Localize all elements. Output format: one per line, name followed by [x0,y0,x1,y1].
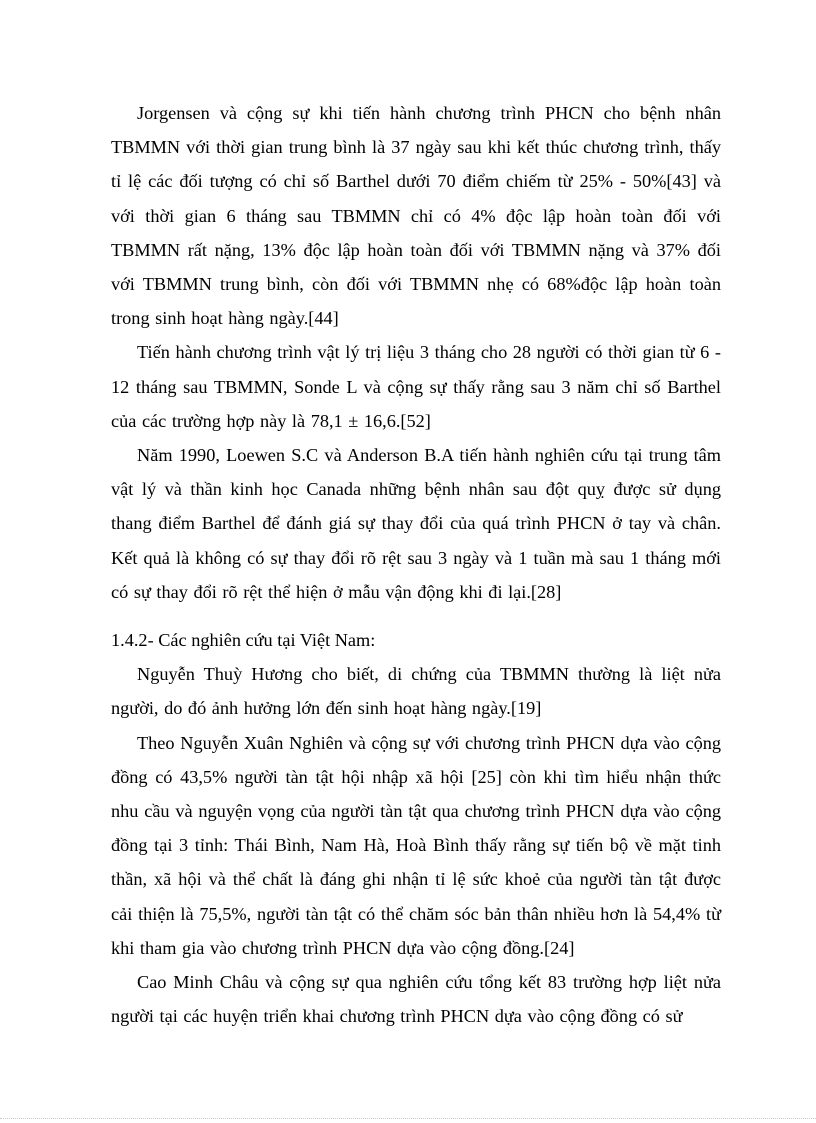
paragraph-sonde: Tiến hành chương trình vật lý trị liệu 3 tháng cho 28 người có thời gian từ 6 - 12 tháng sau TBMMN, Sonde L và cộng sự thấy rằng sau 3 năm chỉ số Barthel của các trường hợp này là 78,1 ± 16,6.[52] [111,342,721,431]
paragraph-nguyen-xuan-nghien: Theo Nguyễn Xuân Nghiên và cộng sự với chương trình PHCN dựa vào cộng đồng có 43,5% người tàn tật hội nhập xã hội [25] còn khi tìm hiểu nhận thức nhu cầu và nguyện vọng của người tàn tật qua chương trình PHCN dựa vào cộng đồng tại 3 tỉnh: Thái Bình, Nam Hà, Hoà Bình thấy rằng sự tiến bộ về mặt tinh thần, xã hội và thể chất là đáng ghi nhận tỉ lệ sức khoẻ của người tàn tật được cải thiện là 75,5%, người tàn tật có thể chăm sóc bản thân nhiều hơn là 54,4% từ khi tham gia vào chương trình PHCN dựa vào cộng đồng.[24] [111,732,721,958]
section-heading: 1.4.2- Các nghiên cứu tại Việt Nam: [111,630,376,651]
paragraph-nguyen-thuy-huong: Nguyễn Thuỳ Hương cho biết, di chứng của TBMMN thường là liệt nửa người, do đó ảnh hưởng lớn đến sinh hoạt hàng ngày.[19] [111,664,721,719]
paragraph-loewen: Năm 1990, Loewen S.C và Anderson B.A tiến hành nghiên cứu tại trung tâm vật lý và thần kinh học Canada những bệnh nhân sau đột quỵ được sử dụng thang điểm Barthel để đánh giá sự thay đổi của quá trình PHCN ở tay và chân. Kết quả là không có sự thay đổi rõ rệt sau 3 ngày và 1 tuần mà sau 1 tháng mới có sự thay đổi rõ rệt thể hiện ở mẫu vận động khi đi lại.[28] [111,445,721,602]
document-body [111,96,721,1033]
paragraph-cao-minh-chau: Cao Minh Châu và cộng sự qua nghiên cứu tổng kết 83 trường hợp liệt nửa người tại các huyện triển khai chương trình PHCN dựa vào cộng đồng có sử [111,972,721,1027]
page-bottom-divider [0,1118,816,1119]
paragraph-jorgensen: Jorgensen và cộng sự khi tiến hành chương trình PHCN cho bệnh nhân TBMMN với thời gian trung bình là 37 ngày sau khi kết thúc chương trình, thấy tỉ lệ các đối tượng có chỉ số Barthel dưới 70 điểm chiếm từ 25% - 50%[43] và với thời gian 6 tháng sau TBMMN chỉ có 4% độc lập hoàn toàn đối với TBMMN rất nặng, 13% độc lập hoàn toàn đối với TBMMN nặng và 37% đối với TBMMN trung bình, còn đối với TBMMN nhẹ có 68%độc lập hoàn toàn trong sinh hoạt hàng ngày.[44] [111,103,721,329]
